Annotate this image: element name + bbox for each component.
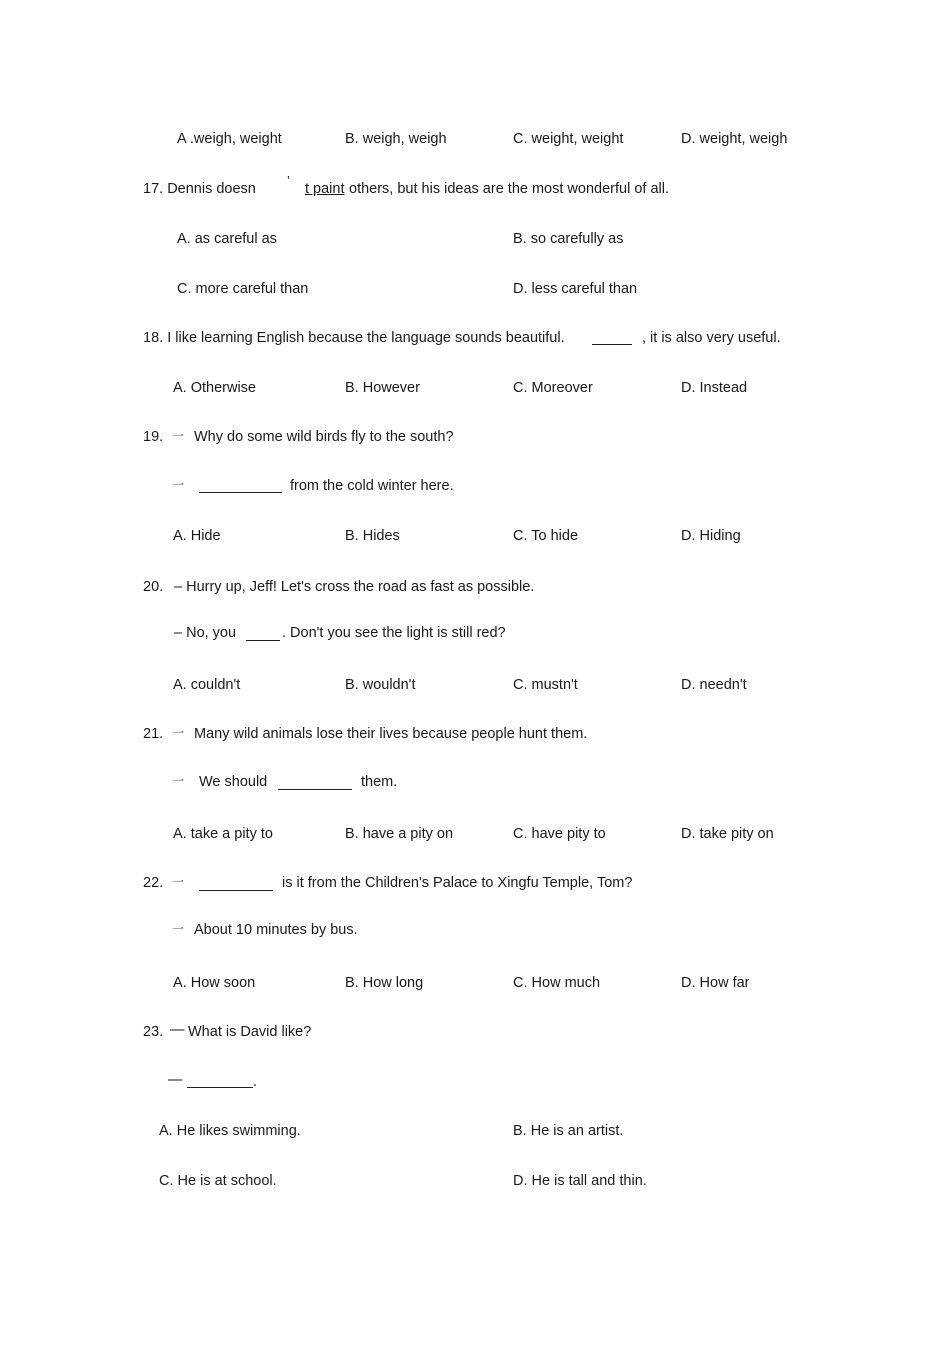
- q18-option-c: C. Moreover: [513, 380, 593, 396]
- q21-blank: [278, 775, 352, 790]
- q17-stem-b: others, but his ideas are the most wonderful of all.: [349, 181, 669, 197]
- q23-option-a: A. He likes swimming.: [159, 1123, 301, 1139]
- q23-option-c: C. He is at school.: [159, 1173, 277, 1189]
- q18-stem: [143, 329, 565, 347]
- q22-dash-1: 一: [172, 875, 185, 889]
- q19-option-d: D. Hiding: [681, 528, 741, 544]
- q19-blank: [199, 478, 282, 493]
- q21-dash-2: 一: [172, 774, 185, 788]
- q20-blank: [246, 626, 280, 641]
- q21-dash-1: 一: [172, 726, 185, 740]
- q22-option-b: B. How long: [345, 975, 424, 991]
- q16-option-c: C. weight, weight: [513, 131, 624, 147]
- q21-option-d: D. take pity on: [681, 826, 774, 842]
- q21-number: 21.: [143, 726, 164, 742]
- q22-option-c: C. How much: [513, 975, 601, 991]
- q18-number: 18.: [143, 330, 164, 346]
- q16-option-b: B. weigh, weigh: [345, 131, 447, 147]
- q22-option-d: D. How far: [681, 975, 750, 991]
- q19-option-c: C. To hide: [513, 528, 579, 544]
- q21-option-c: C. have pity to: [513, 826, 606, 842]
- q19-line2: from the cold winter here.: [290, 478, 454, 494]
- q18-stem-b: , it is also very useful.: [642, 330, 781, 346]
- q18-blank: [592, 330, 632, 345]
- q17-apostrophe: ’: [287, 173, 290, 188]
- q21-line2-b: them.: [361, 774, 398, 790]
- q19-option-a: A. Hide: [173, 528, 221, 544]
- q23-option-d: D. He is tall and thin.: [513, 1173, 647, 1189]
- q17-option-a: A. as careful as: [177, 231, 277, 247]
- q18-stem-a: I like learning English because the language sounds beautiful.: [167, 330, 565, 346]
- q23-number: 23.: [143, 1024, 164, 1040]
- q19-dash-1: 一: [172, 429, 185, 443]
- q17-stem-a: Dennis doesn: [167, 181, 256, 197]
- q20-option-b: B. wouldn't: [345, 677, 416, 693]
- q19-dash-2: 一: [172, 478, 185, 492]
- q22-option-a: A. How soon: [173, 975, 256, 991]
- q20-option-a: A. couldn't: [173, 677, 241, 693]
- q20-line2-a: – No, you: [174, 625, 237, 641]
- q17-option-d: D. less careful than: [513, 281, 638, 297]
- q19-line1: Why do some wild birds fly to the south?: [194, 429, 454, 445]
- q16-option-a: A .weigh, weight: [177, 131, 282, 147]
- q16-option-d: D. weight, weigh: [681, 131, 788, 147]
- q23-dash-2: —: [168, 1072, 183, 1088]
- q23-dash-1: —: [170, 1022, 185, 1038]
- q19-option-b: B. Hides: [345, 528, 400, 544]
- q21-option-b: B. have a pity on: [345, 826, 454, 842]
- q22-blank: [199, 876, 273, 891]
- q22-number: 22.: [143, 875, 164, 891]
- q21-line1: Many wild animals lose their lives because people hunt them.: [194, 726, 588, 742]
- q17-underlined-text: t paint: [305, 181, 345, 197]
- q17-option-c: C. more careful than: [177, 281, 309, 297]
- q19-number: 19.: [143, 429, 164, 445]
- q17-option-b: B. so carefully as: [513, 231, 624, 247]
- q23-option-b: B. He is an artist.: [513, 1123, 624, 1139]
- q18-option-a: A. Otherwise: [173, 380, 256, 396]
- q23-line2-end: .: [253, 1074, 258, 1090]
- q20-number: 20.: [143, 579, 164, 595]
- q20-line2-b: . Don't you see the light is still red?: [282, 625, 506, 641]
- q20-option-d: D. needn't: [681, 677, 747, 693]
- q18-option-d: D. Instead: [681, 380, 748, 396]
- q17-stem: [143, 180, 256, 198]
- q22-line1: is it from the Children's Palace to Xingfu Temple, Tom?: [282, 875, 633, 891]
- q20-line1: – Hurry up, Jeff! Let's cross the road as fast as possible.: [174, 579, 535, 595]
- q20-option-c: C. mustn't: [513, 677, 578, 693]
- q21-line2-a: We should: [199, 774, 268, 790]
- q22-line2: About 10 minutes by bus.: [194, 922, 358, 938]
- q18-option-b: B. However: [345, 380, 420, 396]
- q17-number: 17.: [143, 181, 164, 197]
- q23-line1: What is David like?: [188, 1024, 312, 1040]
- q23-blank: [187, 1073, 253, 1088]
- q21-option-a: A. take a pity to: [173, 826, 273, 842]
- q22-dash-2: 一: [172, 922, 185, 936]
